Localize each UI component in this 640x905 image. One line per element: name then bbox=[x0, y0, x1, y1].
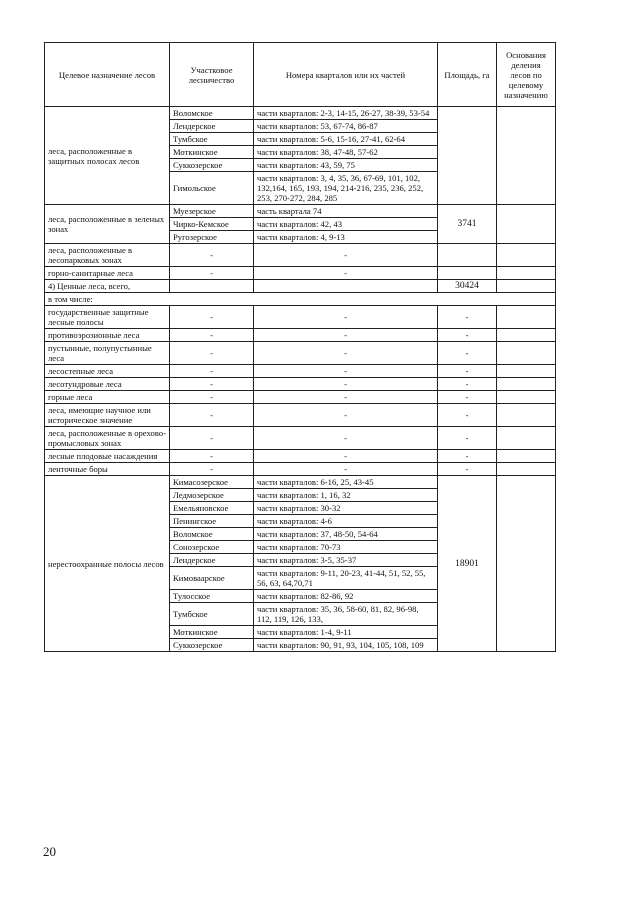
table-row bbox=[45, 205, 556, 218]
header-quarters: Номера кварталов или их частей bbox=[254, 43, 438, 107]
quarters-cell: часть квартала 74 bbox=[254, 205, 438, 218]
empty-cell bbox=[497, 280, 556, 293]
quarters-cell: части кварталов: 42, 43 bbox=[254, 218, 438, 231]
quarters-cell: части кварталов: 38, 47-48, 57-62 bbox=[254, 146, 438, 159]
category-label: государственные защитные лесные полосы bbox=[45, 306, 170, 329]
dash-cell: - bbox=[438, 450, 497, 463]
forestry-cell: Моткинское bbox=[170, 146, 254, 159]
quarters-cell: части кварталов: 70-73 bbox=[254, 541, 438, 554]
table-body bbox=[45, 107, 556, 652]
dash-cell: - bbox=[254, 378, 438, 391]
dash-cell: - bbox=[438, 365, 497, 378]
category-label: горные леса bbox=[45, 391, 170, 404]
dash-cell: - bbox=[254, 463, 438, 476]
forestry-cell: Ледмозерское bbox=[170, 489, 254, 502]
dash-cell: - bbox=[170, 404, 254, 427]
dash-cell: - bbox=[254, 427, 438, 450]
header-basis: Основания деления лесов по целевому назначению bbox=[497, 43, 556, 107]
table-row bbox=[45, 463, 556, 476]
forestry-cell: Чирко-Кемское bbox=[170, 218, 254, 231]
empty-cell bbox=[497, 306, 556, 329]
dash-cell: - bbox=[170, 378, 254, 391]
dash-cell: - bbox=[438, 404, 497, 427]
quarters-cell: части кварталов: 30-32 bbox=[254, 502, 438, 515]
empty-cell bbox=[497, 463, 556, 476]
table-row bbox=[45, 404, 556, 427]
quarters-cell: части кварталов: 5-6, 15-16, 27-41, 62-64 bbox=[254, 133, 438, 146]
quarters-cell: части кварталов: 1, 16, 32 bbox=[254, 489, 438, 502]
table-row bbox=[45, 329, 556, 342]
forestry-cell: Лендерское bbox=[170, 120, 254, 133]
forestry-cell: Лендерское bbox=[170, 554, 254, 567]
quarters-cell: части кварталов: 1-4, 9-11 bbox=[254, 626, 438, 639]
forestry-cell: Тумбское bbox=[170, 133, 254, 146]
empty-cell bbox=[497, 244, 556, 267]
empty-cell bbox=[438, 267, 497, 280]
block2-basis bbox=[497, 205, 556, 244]
block3-basis bbox=[497, 476, 556, 652]
forestry-cell: Гимольское bbox=[170, 172, 254, 205]
page-number: 20 bbox=[43, 844, 56, 859]
category-label: лесостепные леса bbox=[45, 365, 170, 378]
table-row bbox=[45, 391, 556, 404]
dash-cell: - bbox=[170, 391, 254, 404]
header-purpose: Целевое назначение лесов bbox=[45, 43, 170, 107]
quarters-cell: части кварталов: 43, 59, 75 bbox=[254, 159, 438, 172]
table-row bbox=[45, 450, 556, 463]
dash-cell: - bbox=[170, 450, 254, 463]
quarters-cell: части кварталов: 6-16, 25, 43-45 bbox=[254, 476, 438, 489]
forestry-cell: Тумбское bbox=[170, 603, 254, 626]
forestry-cell: Моткинское bbox=[170, 626, 254, 639]
block2-area: 3741 bbox=[438, 205, 497, 244]
table-row bbox=[45, 427, 556, 450]
dash-cell: - bbox=[254, 342, 438, 365]
table-row bbox=[45, 244, 556, 267]
quarters-cell: части кварталов: 4, 9-13 bbox=[254, 231, 438, 244]
table-row bbox=[45, 378, 556, 391]
dash-cell: - bbox=[438, 378, 497, 391]
forest-purpose-table bbox=[44, 42, 556, 652]
dash-cell: - bbox=[170, 427, 254, 450]
category-label: противоэрозионные леса bbox=[45, 329, 170, 342]
dash-cell: - bbox=[170, 267, 254, 280]
dash-cell: - bbox=[170, 342, 254, 365]
dash-cell: - bbox=[170, 365, 254, 378]
forestry-cell: Сонозерское bbox=[170, 541, 254, 554]
forestry-cell: Кимасозерское bbox=[170, 476, 254, 489]
forestry-cell: Воломское bbox=[170, 107, 254, 120]
table-row bbox=[45, 476, 556, 489]
valuable-area: 30424 bbox=[438, 280, 497, 293]
quarters-cell: части кварталов: 3-5, 35-37 bbox=[254, 554, 438, 567]
dash-cell: - bbox=[438, 342, 497, 365]
table-row bbox=[45, 293, 556, 306]
category-label: леса, расположенные в орехово-промысловых зонах bbox=[45, 427, 170, 450]
forestry-cell: Емельяновское bbox=[170, 502, 254, 515]
empty-cell bbox=[497, 391, 556, 404]
dash-cell: - bbox=[254, 329, 438, 342]
empty-cell bbox=[497, 404, 556, 427]
forestry-cell: Кимоваарское bbox=[170, 567, 254, 590]
quarters-cell: части кварталов: 53, 67-74, 86-87 bbox=[254, 120, 438, 133]
quarters-cell: части кварталов: 4-6 bbox=[254, 515, 438, 528]
dash-cell: - bbox=[254, 306, 438, 329]
dash-cell: - bbox=[254, 365, 438, 378]
block3-label: нерестоохранные полосы лесов bbox=[45, 476, 170, 652]
empty-cell bbox=[497, 342, 556, 365]
forestry-cell: Пенингское bbox=[170, 515, 254, 528]
header-area: Площадь, га bbox=[438, 43, 497, 107]
sanitary-label: горно-санитарные леса bbox=[45, 267, 170, 280]
quarters-cell: части кварталов: 82-86, 92 bbox=[254, 590, 438, 603]
forest-park-label: леса, расположенные в лесопарковых зонах bbox=[45, 244, 170, 267]
empty-cell bbox=[170, 280, 254, 293]
dash-cell: - bbox=[438, 306, 497, 329]
valuable-label: 4) Ценные леса, всего, bbox=[45, 280, 170, 293]
quarters-cell: части кварталов: 90, 91, 93, 104, 105, 108, 109 bbox=[254, 639, 438, 652]
category-label: пустынные, полупустынные леса bbox=[45, 342, 170, 365]
forestry-cell: Суккозерское bbox=[170, 159, 254, 172]
table-row bbox=[45, 107, 556, 120]
dash-cell: - bbox=[170, 463, 254, 476]
table-row bbox=[45, 342, 556, 365]
empty-cell bbox=[254, 280, 438, 293]
empty-cell bbox=[497, 427, 556, 450]
category-label: лесотундровые леса bbox=[45, 378, 170, 391]
block1-basis bbox=[497, 107, 556, 205]
dash-cell: - bbox=[254, 391, 438, 404]
dash-cell: - bbox=[254, 450, 438, 463]
empty-cell bbox=[438, 244, 497, 267]
header-forestry: Участковое лесничество bbox=[170, 43, 254, 107]
table-row bbox=[45, 306, 556, 329]
dash-cell: - bbox=[438, 427, 497, 450]
quarters-cell: части кварталов: 35, 36, 58-60, 81, 82, 96-98, 112, 119, 126, 133, bbox=[254, 603, 438, 626]
quarters-cell: части кварталов: 2-3, 14-15, 26-27, 38-39, 53-54 bbox=[254, 107, 438, 120]
table-row bbox=[45, 365, 556, 378]
table-row bbox=[45, 280, 556, 293]
dash-cell: - bbox=[254, 267, 438, 280]
category-label: ленточные боры bbox=[45, 463, 170, 476]
block1-area bbox=[438, 107, 497, 205]
header-row bbox=[45, 43, 556, 107]
dash-cell: - bbox=[170, 244, 254, 267]
forestry-cell: Воломское bbox=[170, 528, 254, 541]
block3-area: 18901 bbox=[438, 476, 497, 652]
dash-cell: - bbox=[438, 391, 497, 404]
dash-cell: - bbox=[438, 329, 497, 342]
block2-label: леса, расположенные в зеленых зонах bbox=[45, 205, 170, 244]
quarters-cell: части кварталов: 3, 4, 35, 36, 67-69, 101, 102, 132,164, 165, 193, 194, 214-216, 235, 236, 252, 253, 270-272, 284, 285 bbox=[254, 172, 438, 205]
including-label: в том числе: bbox=[45, 293, 556, 306]
dash-cell: - bbox=[254, 404, 438, 427]
dash-cell: - bbox=[170, 306, 254, 329]
forestry-cell: Муезерское bbox=[170, 205, 254, 218]
category-label: лесные плодовые насаждения bbox=[45, 450, 170, 463]
forestry-cell: Суккозерское bbox=[170, 639, 254, 652]
forestry-cell: Ругозерское bbox=[170, 231, 254, 244]
dash-cell: - bbox=[438, 463, 497, 476]
empty-cell bbox=[497, 267, 556, 280]
forestry-cell: Тулосское bbox=[170, 590, 254, 603]
table-row bbox=[45, 267, 556, 280]
empty-cell bbox=[497, 378, 556, 391]
quarters-cell: части кварталов: 37, 48-50, 54-64 bbox=[254, 528, 438, 541]
quarters-cell: части кварталов: 9-11, 20-23, 41-44, 51, 52, 55, 56, 63, 64,70,71 bbox=[254, 567, 438, 590]
empty-cell bbox=[497, 365, 556, 378]
dash-cell: - bbox=[170, 329, 254, 342]
category-label: леса, имеющие научное или историческое значение bbox=[45, 404, 170, 427]
empty-cell bbox=[497, 450, 556, 463]
empty-cell bbox=[497, 329, 556, 342]
block1-label: леса, расположенные в защитных полосах лесов bbox=[45, 107, 170, 205]
dash-cell: - bbox=[254, 244, 438, 267]
